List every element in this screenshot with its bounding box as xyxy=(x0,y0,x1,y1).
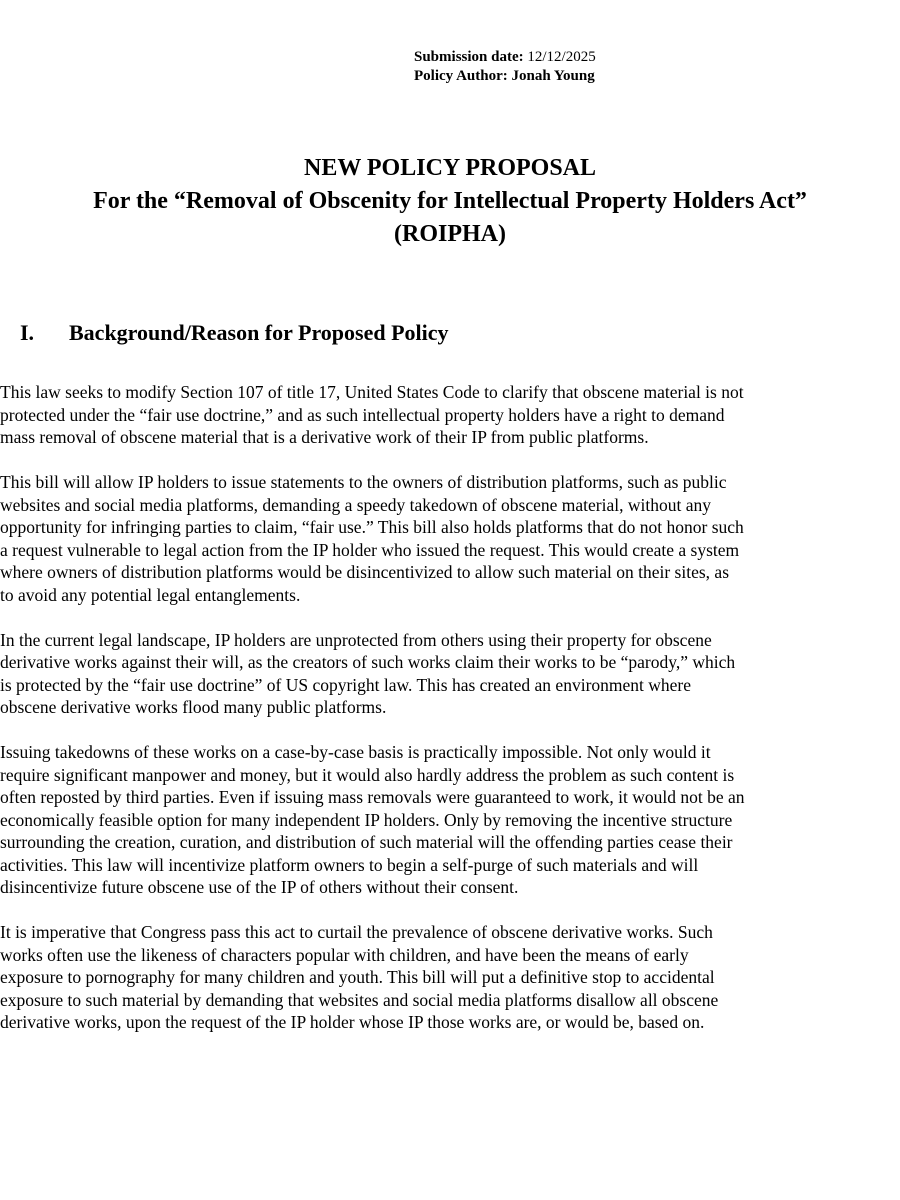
paragraph-line: surrounding the creation, curation, and distribution of such material will the offending parties cease their xyxy=(0,832,733,852)
paragraph-line: disincentivize future obscene use of the IP of others without their consent. xyxy=(0,877,519,897)
paragraph-line: derivative works against their will, as the creators of such works claim their works to be “parody,” which xyxy=(0,652,736,672)
paragraph-line: protected under the “fair use doctrine,” and as such intellectual property holders have a right to demand xyxy=(0,404,725,425)
paragraph-line: where owners of distribution platforms would be disincentivized to allow such material on their sites, as xyxy=(0,562,730,582)
paragraph-line: mass removal of obscene material that is a derivative work of their IP from public platforms. xyxy=(0,427,649,447)
policy-author-value: Jonah Young xyxy=(511,68,595,84)
policy-author-label: Policy Author: xyxy=(414,68,508,84)
section-heading xyxy=(20,319,449,347)
paragraph-line: Issuing takedowns of these works on a case-by-case basis is practically impossible. Not only would it xyxy=(0,742,711,762)
paragraph-line: opportunity for infringing parties to claim, “fair use.” This bill also holds platforms that do not honor such xyxy=(0,517,744,537)
paragraph-line: In the current legal landscape, IP holders are unprotected from others using their property for obscene xyxy=(0,629,712,650)
body-text xyxy=(0,381,900,1056)
paragraph xyxy=(0,381,900,449)
paragraph-line: require significant manpower and money, but it would also hardly address the problem as such content is xyxy=(0,764,735,785)
paragraph-line: obscene derivative works flood many public platforms. xyxy=(0,697,387,717)
title-line-2: For the “Removal of Obscenity for Intellectual Property Holders Act” xyxy=(93,188,807,214)
paragraph xyxy=(0,629,900,719)
title-line-3: (ROIPHA) xyxy=(394,221,506,247)
document-metadata xyxy=(414,48,596,86)
paragraph xyxy=(0,921,900,1034)
section-number: I. xyxy=(20,320,35,345)
paragraph xyxy=(0,471,900,606)
paragraph-line: websites and social media platforms, demanding a speedy takedown of obscene material, without any xyxy=(0,494,711,515)
paragraph-line: to avoid any potential legal entanglements. xyxy=(0,584,301,605)
paragraph-line: economically feasible option for many independent IP holders. Only by removing the incentive structure xyxy=(0,809,733,830)
paragraph-line: derivative works, upon the request of the IP holder whose IP those works are, or would be, based on. xyxy=(0,1012,705,1032)
document-title xyxy=(0,152,900,251)
paragraph-line: exposure to pornography for many children and youth. This bill will put a definitive stop to accidental xyxy=(0,967,715,987)
submission-date-value: 12/12/2025 xyxy=(527,49,596,65)
paragraph xyxy=(0,741,900,899)
section-title: Background/Reason for Proposed Policy xyxy=(69,320,449,345)
paragraph-line: exposure to such material by demanding that websites and social media platforms disallow all obscene xyxy=(0,989,719,1010)
submission-date-label: Submission date: xyxy=(414,49,524,65)
paragraph-line: This law seeks to modify Section 107 of title 17, United States Code to clarify that obscene material is not xyxy=(0,382,744,402)
paragraph-line: This bill will allow IP holders to issue statements to the owners of distribution platforms, such as public xyxy=(0,472,727,492)
paragraph-line: works often use the likeness of characters popular with children, and have been the means of early xyxy=(0,944,689,965)
submission-date-line xyxy=(414,48,596,67)
paragraph-line: a request vulnerable to legal action from the IP holder who issued the request. This would create a system xyxy=(0,539,740,560)
paragraph-line: It is imperative that Congress pass this act to curtail the prevalence of obscene derivative works. Such xyxy=(0,922,713,942)
paragraph-line: often reposted by third parties. Even if issuing mass removals were guaranteed to work, it would not be an xyxy=(0,787,745,807)
policy-author-line xyxy=(414,67,596,86)
title-line-1: NEW POLICY PROPOSAL xyxy=(303,155,597,181)
paragraph-line: activities. This law will incentivize platform owners to begin a self-purge of such materials and will xyxy=(0,854,699,875)
paragraph-line: is protected by the “fair use doctrine” of US copyright law. This has created an environment where xyxy=(0,674,692,695)
